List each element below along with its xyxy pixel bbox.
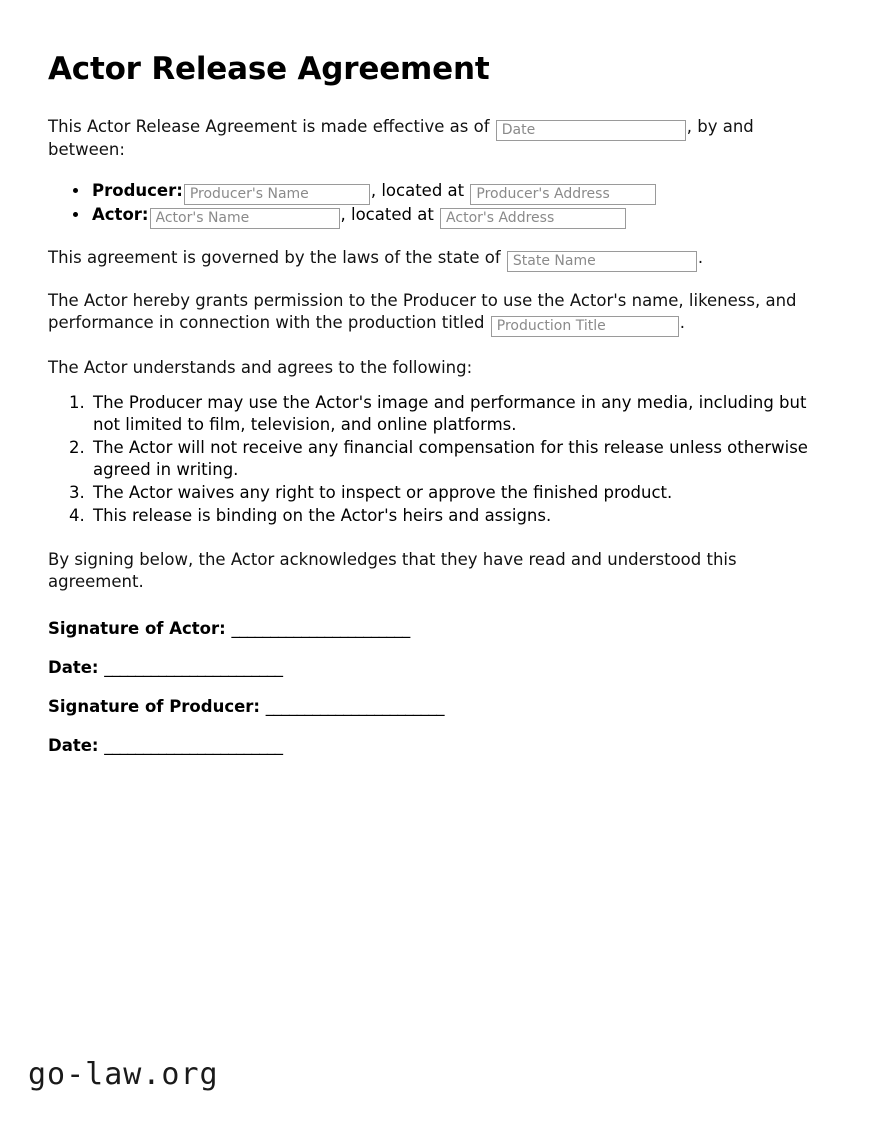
production-title-input[interactable] xyxy=(491,316,679,337)
page-title: Actor Release Agreement xyxy=(48,51,490,87)
producer-connector-label: , located at xyxy=(370,180,465,200)
producer-address-input[interactable] xyxy=(470,184,656,205)
signature-producer-date-line[interactable]: _______________________ xyxy=(104,735,283,755)
signature-producer-line[interactable]: _______________________ xyxy=(265,696,445,716)
intro-text xyxy=(48,116,826,161)
actor-address-input[interactable] xyxy=(440,208,626,229)
intro-before-date-label: This Actor Release Agreement is made effective as of xyxy=(48,116,490,136)
governing-law-after-label: . xyxy=(697,247,704,267)
signature-actor-line[interactable]: _______________________ xyxy=(231,618,410,638)
acknowledgement-text: By signing below, the Actor acknowledges that they have read and understood this agreement. xyxy=(48,550,737,592)
party-list xyxy=(48,179,826,227)
producer-name-input[interactable] xyxy=(184,184,370,205)
actor-name-input[interactable] xyxy=(150,208,340,229)
terms-list xyxy=(48,392,826,527)
signature-producer-date-label: Date: xyxy=(48,735,99,755)
signature-row-producer xyxy=(48,697,826,716)
actor-role-label: Actor: xyxy=(92,204,149,224)
signature-row-actor xyxy=(48,619,826,638)
intro-after-date-label: , by and between: xyxy=(48,116,754,159)
grant-text xyxy=(48,290,826,335)
intro-paragraph xyxy=(48,116,826,161)
list-item: 2. The Actor will not receive any financial compensation for this release unless otherwise agreed in writing. xyxy=(90,437,826,481)
signature-producer-label: Signature of Producer: xyxy=(48,696,261,716)
list-item: 4. This release is binding on the Actor's heirs and assigns. xyxy=(90,505,826,527)
signature-actor-date-label: Date: xyxy=(48,657,99,677)
governing-law-before-label: This agreement is governed by the laws of the state of xyxy=(48,247,501,267)
actor-connector-label: , located at xyxy=(340,204,434,224)
list-item-actor xyxy=(90,203,826,227)
signature-row-actor-date xyxy=(48,658,826,677)
list-item: 1. The Producer may use the Actor's image and performance in any media, including but not limited to film, television, and online platforms. xyxy=(90,392,826,436)
state-name-input[interactable] xyxy=(507,251,697,272)
acknowledgement-paragraph xyxy=(48,549,826,593)
grant-before-label: The Actor hereby grants permission to the Producer to use the Actor's name, likeness, and performance in connection with the production titled xyxy=(48,290,797,332)
signature-row-producer-date xyxy=(48,736,826,755)
list-item-producer xyxy=(90,179,826,203)
signature-actor-label: Signature of Actor: xyxy=(48,618,226,638)
terms-intro-text: The Actor understands and agrees to the following: xyxy=(48,357,473,377)
producer-role-label: Producer: xyxy=(92,180,183,200)
date-input[interactable] xyxy=(496,120,686,141)
governing-law-text xyxy=(48,247,826,270)
grant-after-label: . xyxy=(679,312,686,332)
terms-intro-paragraph xyxy=(48,357,826,379)
governing-law-paragraph xyxy=(48,247,826,270)
grant-paragraph xyxy=(48,290,826,335)
signature-actor-date-line[interactable]: _______________________ xyxy=(104,657,283,677)
footer-brand-watermark: go-law.org xyxy=(28,1057,219,1092)
list-item: 3. The Actor waives any right to inspect or approve the finished product. xyxy=(90,482,826,504)
document-body xyxy=(48,52,826,775)
